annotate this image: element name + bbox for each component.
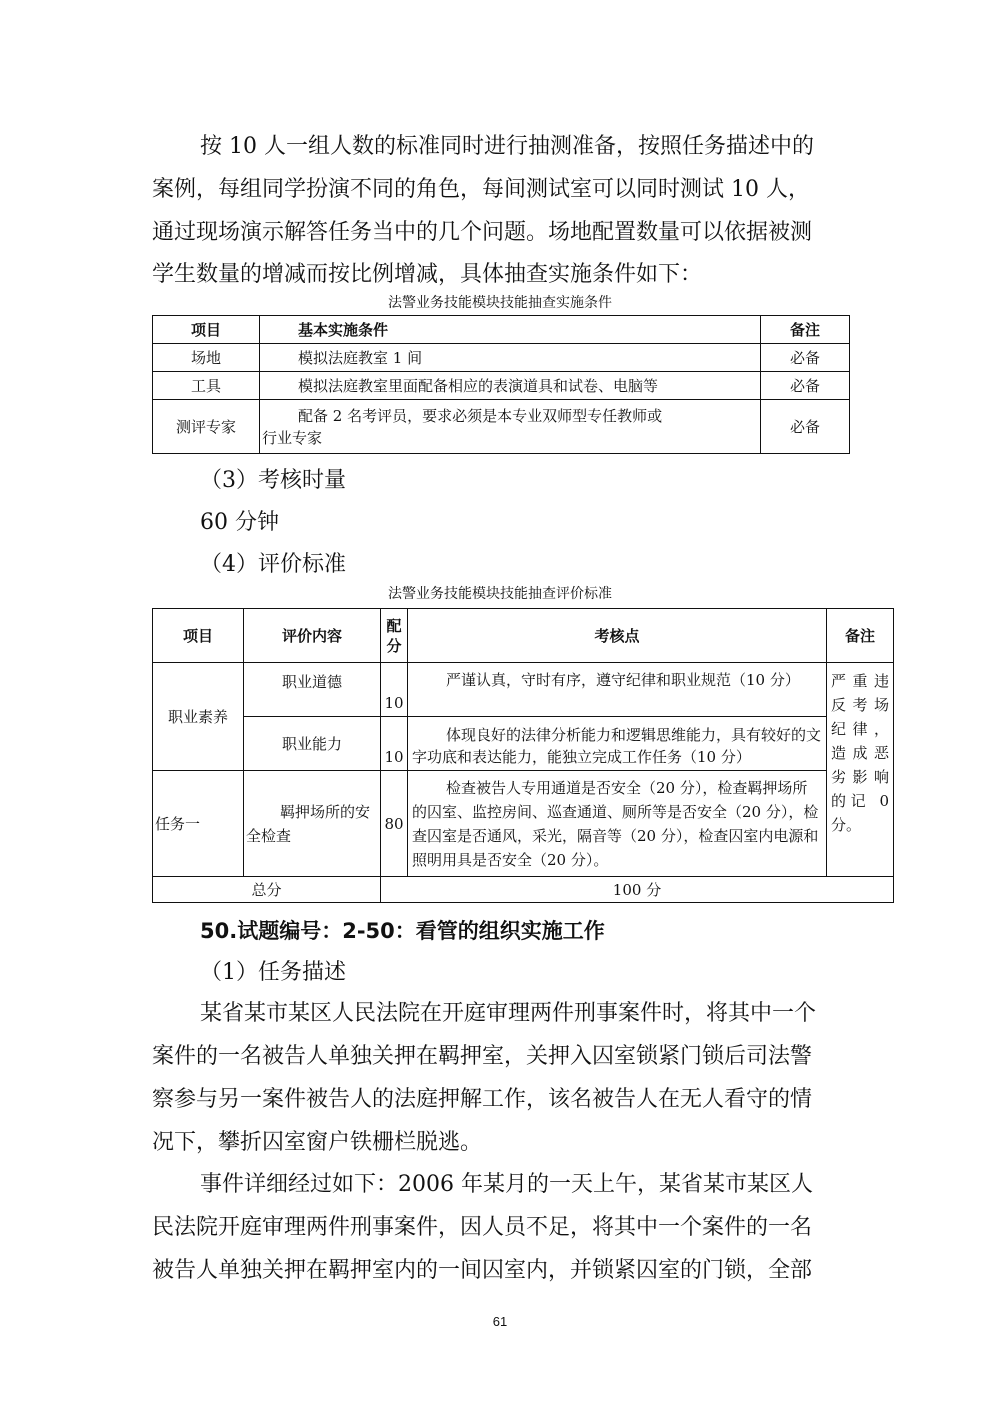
page-number: 61 [492,1314,508,1329]
para2-line-2: 民法院开庭审理两件刑事案件，因人员不足，将其中一个案件的一名 [152,1215,813,1240]
intro-line-2: 案例，每组同学扮演不同的角色，每间测试室可以同时测试 10 人， [152,177,810,202]
table2-content: 职业能力 [244,717,381,771]
question-heading: 50.试题编号：2-50：看管的组织实施工作 [200,919,605,943]
table1-cell: 必备 [761,344,850,372]
table2-point: 严谨认真，守时有序，遵守纪律和职业规范（10 分） [408,663,827,717]
table1-cell: 必备 [761,372,850,400]
section1-title: （1）任务描述 [200,960,346,985]
table2-score: 80 [381,771,408,877]
table1-caption: 法警业务技能模块技能抽查实施条件 [388,295,612,311]
section4-title: （4）评价标准 [200,552,346,577]
table1-cell: 测评专家 [153,400,260,454]
table2-header-remark: 备注 [827,609,894,663]
table1-cell-line: 配备 2 名考评员，要求必须是本专业双师型专任教师或 [298,406,663,425]
table2-header-content: 评价内容 [244,609,381,663]
section3-value: 60 分钟 [200,510,279,535]
table2-score: 10 [381,663,408,717]
table-row [153,771,894,877]
conditions-table [152,315,850,454]
table-row [153,372,850,400]
table-row [153,717,894,771]
intro-line-3: 通过现场演示解答任务当中的几个问题。场地配置数量可以依据被测 [152,220,813,245]
para2-line-3: 被告人单独关押在羁押室内的一间囚室内，并锁紧囚室的门锁，全部 [152,1258,813,1283]
table2-score: 10 [381,717,408,771]
intro-line-1: 按 10 人一组人数的标准同时进行抽测准备，按照任务描述中的 [200,134,814,159]
para1-line-4: 况下，攀折囚室窗户铁栅栏脱逃。 [152,1130,483,1155]
section3-title: （3）考核时量 [200,468,346,493]
table1-header-item: 项目 [153,316,260,344]
para2-line-1: 事件详细经过如下：2006 年某月的一天上午，某省某市某区人 [200,1172,813,1197]
para1-line-2: 案件的一名被告人单独关押在羁押室，关押入囚室锁紧门锁后司法警 [152,1044,813,1069]
table1-cell: 模拟法庭教室 1 间 [260,344,761,372]
table1-cell [260,400,761,454]
intro-line-4: 学生数量的增减而按比例增减，具体抽查实施条件如下： [152,262,703,287]
table2-header-score: 配分 [381,609,408,663]
table2-point: 检查被告人专用通道是否安全（20 分），检查羁押场所的囚室、监控房间、巡查通道、厕所等是否安全（20 分），检查囚室是否通风，采光，隔音等（20 分），检查囚室内电源和照明用具是否安全（20 分）。 [408,771,827,877]
table-row [153,400,850,454]
table1-header-remark: 备注 [761,316,850,344]
table2-content: 职业道德 [244,663,381,717]
table1-cell: 场地 [153,344,260,372]
table1-cell: 必备 [761,400,850,454]
para1-line-1: 某省某市某区人民法院在开庭审理两件刑事案件时，将其中一个 [200,1001,817,1026]
table-row [153,663,894,717]
table-row [153,344,850,372]
table2-item: 职业素养 [153,663,244,771]
evaluation-table [152,608,894,903]
table1-cell-line: 行业专家 [262,428,323,447]
table2-caption: 法警业务技能模块技能抽查评价标准 [388,586,612,602]
table1-cell: 工具 [153,372,260,400]
table1-header-conditions: 基本实施条件 [260,316,761,344]
table2-total-label: 总分 [153,877,381,903]
table2-point: 体现良好的法律分析能力和逻辑思维能力，具有较好的文字功底和表达能力，能独立完成工作任务（10 分） [408,717,827,771]
table2-item: 任务一 [153,771,244,877]
table2-header-point: 考核点 [408,609,827,663]
table-row [153,877,894,903]
table2-content: 羁押场所的安全检查 [244,771,381,877]
table2-header-item: 项目 [153,609,244,663]
table2-remark: 严重违反考场纪律，造成恶劣影响的记 0 分。 [827,663,894,877]
table2-total-value: 100 分 [381,877,894,903]
table1-cell: 模拟法庭教室里面配备相应的表演道具和试卷、电脑等 [260,372,761,400]
para1-line-3: 察参与另一案件被告人的法庭押解工作，该名被告人在无人看守的情 [152,1087,813,1112]
